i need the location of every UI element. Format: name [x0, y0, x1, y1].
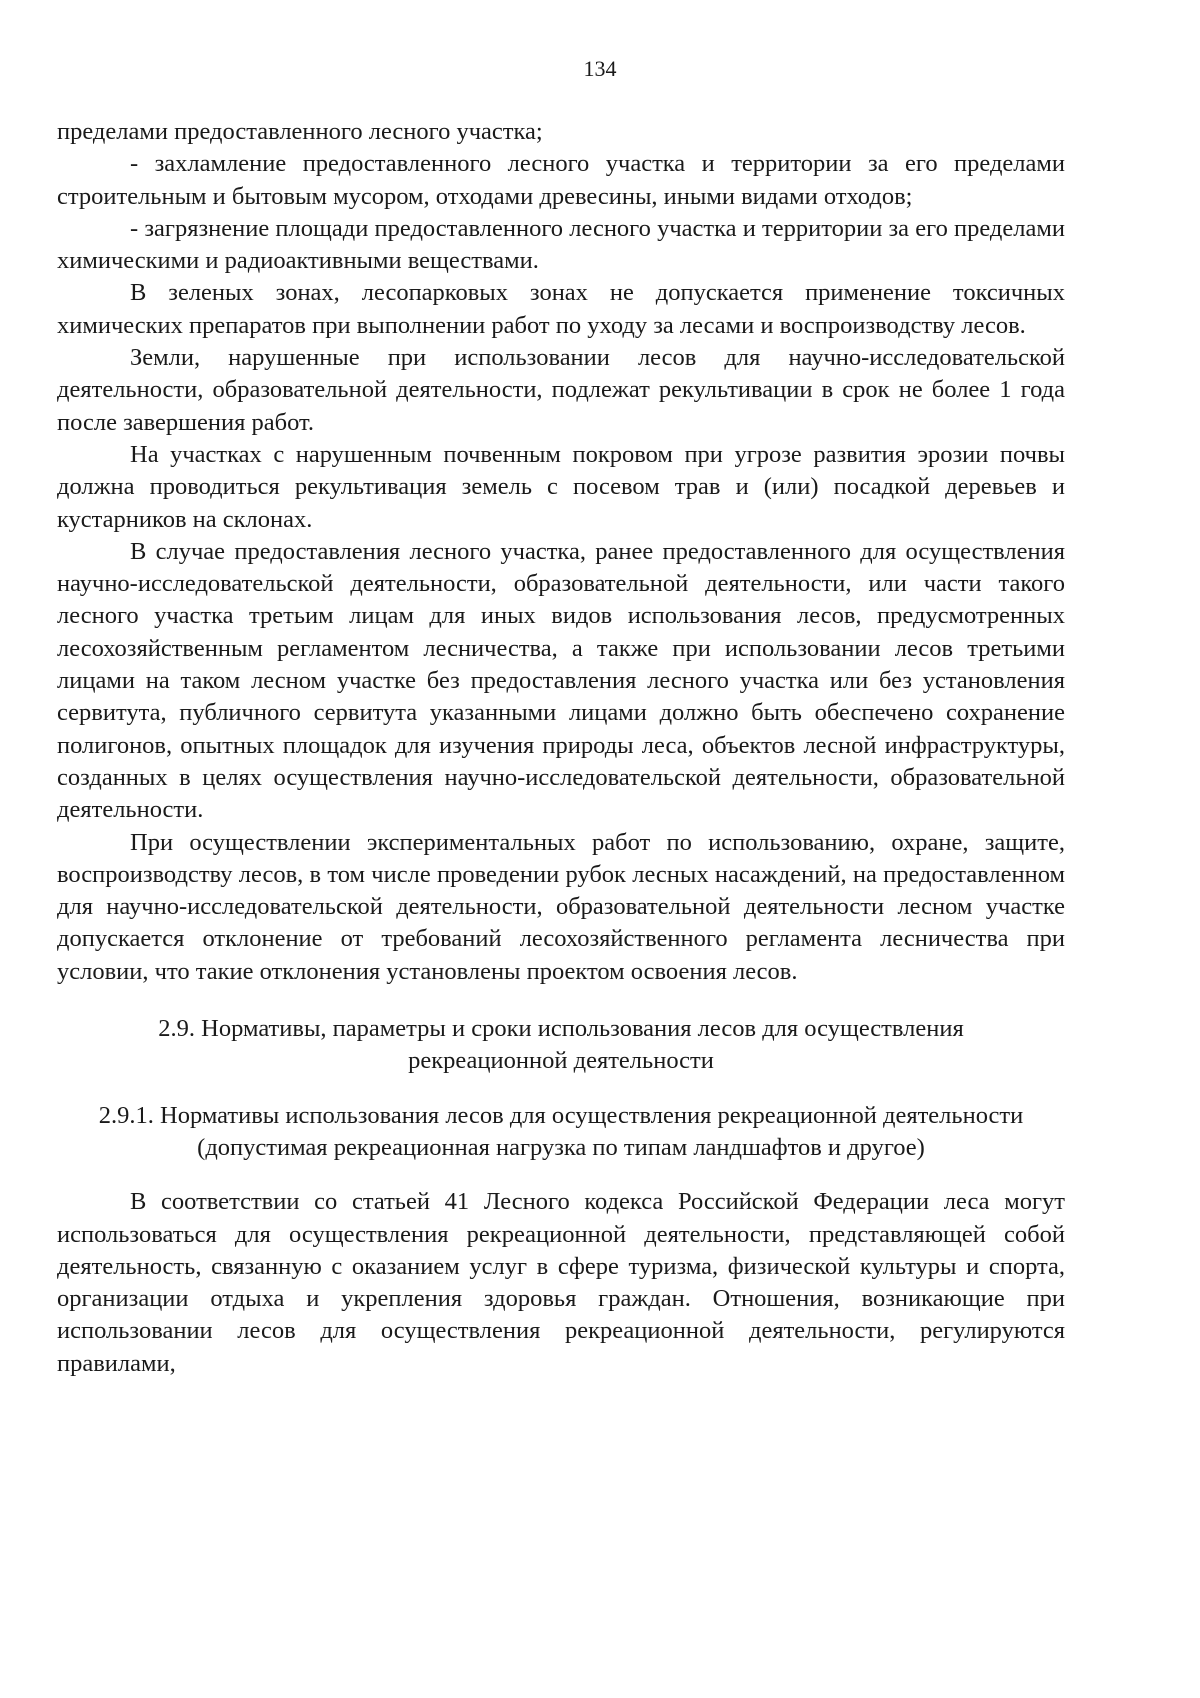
paragraph-experimental-work: При осуществлении экспериментальных работ по использованию, охране, защите, воспроизводству лесов, в том числе проведении рубок лесных насаждений, на предоставленном для научно-исследовательской деятельности, образовательной деятельности лесном участке допускается отклонение от требований лесохозяйственного регламента лесничества при условии, что такие отклонения установлены проектом освоения лесов.	[57, 828, 1065, 985]
list-item-littering: - захламление предоставленного лесного участка и территории за его пределами строительным и бытовым мусором, отходами древесины, иными видами отходов;	[57, 150, 1065, 210]
section-heading: 2.9. Нормативы, параметры и сроки использования лесов для осуществления рекреационной деятельности	[158, 1015, 964, 1075]
paragraph-third-parties: В случае предоставления лесного участка, ранее предоставленного для осуществления научно-исследовательской деятельности, образовательной деятельности, или части такого лесного участка третьим лицам для иных видов использования лесов, предусмотренных лесохозяйственным регламентом лесничества, а также при использовании лесов третьими лицами на таком лесном участке без предоставления лесного участка или без установления сервитута, публичного сервитута указанными лицами должно быть обеспечено сохранение полигонов, опытных площадок для изучения природы леса, объектов лесной инфраструктуры, созданных в целях осуществления научно-исследовательской деятельности, образовательной деятельности.	[57, 537, 1065, 824]
list-item-pollution: - загрязнение площади предоставленного лесного участка и территории за его пределами химическими и радиоактивными веществами.	[57, 214, 1065, 275]
paragraph-continuation: пределами предоставленного лесного участка;	[57, 118, 543, 145]
paragraph-recreation: В соответствии со статьей 41 Лесного кодекса Российской Федерации леса могут использоваться для осуществления рекреационной деятельности, представляющей собой деятельность, связанную с оказанием услуг в сфере туризма, физической культуры и спорта, организации отдыха и укрепления здоровья граждан. Отношения, возникающие при использовании лесов для осуществления рекреационной деятельности, регулируются правилами,	[57, 1188, 1065, 1377]
paragraph-recultivation: Земли, нарушенные при использовании лесов для научно-исследовательской деятельности, образовательной деятельности, подлежат рекультивации в срок не более 1 года после завершения работ.	[57, 344, 1065, 436]
page-number: 134	[583, 56, 617, 81]
paragraph-erosion: На участках с нарушенным почвенным покровом при угрозе развития эрозии почвы должна проводиться рекультивация земель с посевом трав и (или) посадкой деревьев и кустарников на склонах.	[57, 440, 1065, 533]
document-body	[57, 116, 1065, 1380]
paragraph-green-zones: В зеленых зонах, лесопарковых зонах не допускается применение токсичных химических препаратов при выполнении работ по уходу за лесами и воспроизводству лесов.	[57, 279, 1065, 339]
subsection-heading: 2.9.1. Нормативы использования лесов для осуществления рекреационной деятельности (допустимая рекреационная нагрузка по типам ландшафтов и другое)	[98, 1101, 1024, 1161]
